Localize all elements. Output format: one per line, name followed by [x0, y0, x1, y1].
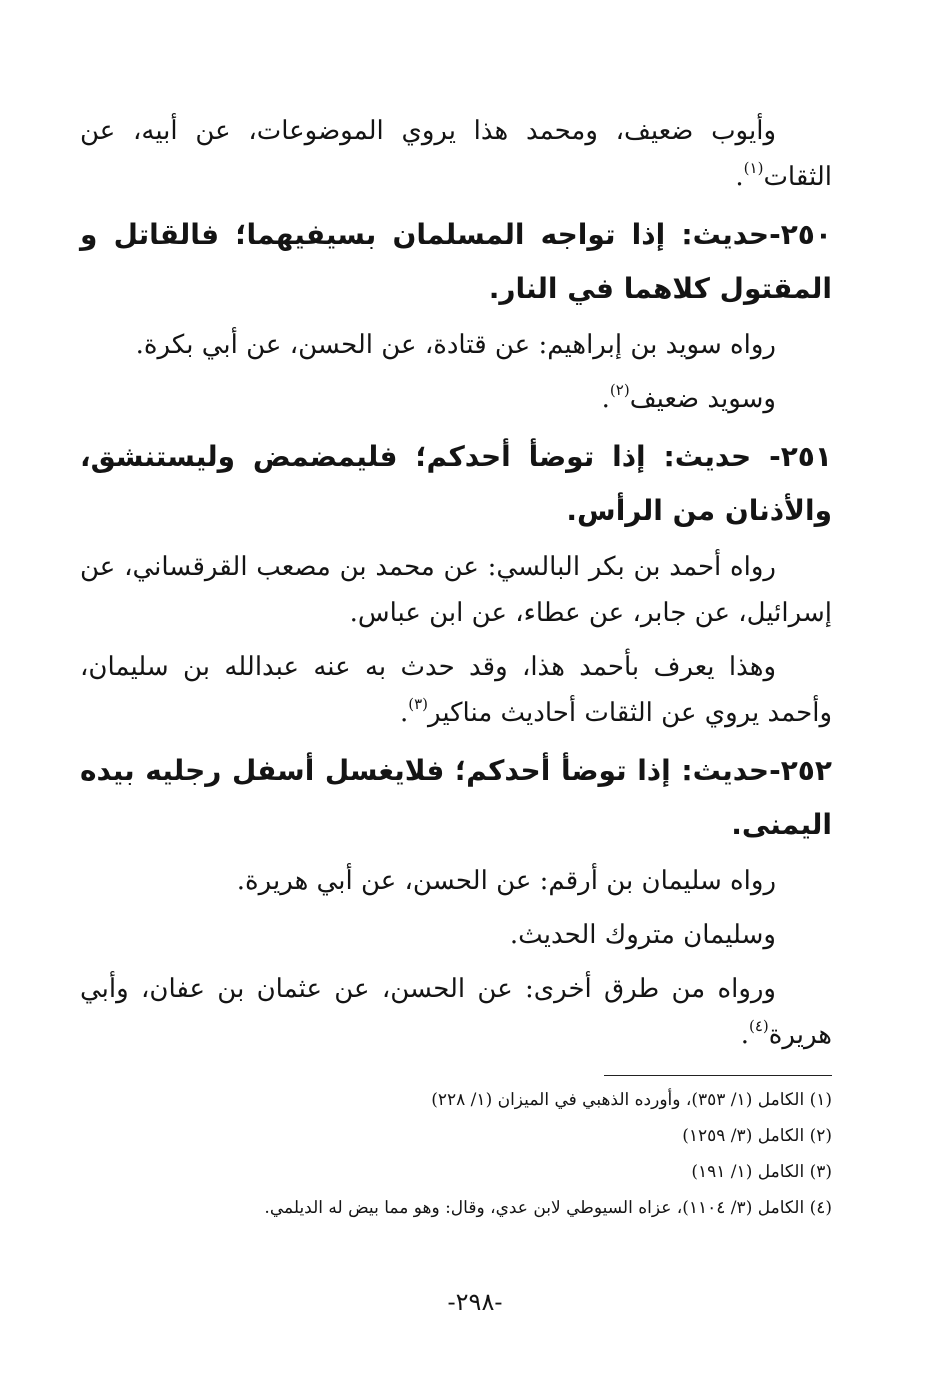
footnote-ref: (٣)	[408, 695, 428, 713]
footnote-ref: (٢)	[609, 381, 630, 399]
paragraph-sulaiman-chain: رواه سليمان بن أرقم: عن الحسن، عن أبي هريرة.	[236, 866, 776, 896]
paragraph-ahmad-note	[80, 644, 832, 736]
main-text	[80, 108, 832, 1066]
paragraph-text: ورواه من طرق أخرى: عن الحسن، عن عثمان بن عفان، وأبي هريرة	[80, 974, 832, 1050]
paragraph-suwaid-weak	[80, 376, 832, 422]
paragraph-end: .	[399, 698, 409, 728]
paragraph-end: .	[735, 162, 744, 192]
hadith-250-heading: ٢٥٠-حديث: إذا تواجه المسلمان بسيفيهما؛ فالقاتل و المقتول كلاهما في النار.	[80, 218, 832, 305]
paragraph-text: وأيوب ضعيف، ومحمد هذا يروي الموضوعات، عن أبيه، عن الثقات	[80, 116, 832, 192]
footnote-2: (٢) الكامل (٣/ ١٢٥٩)	[682, 1126, 832, 1146]
footnotes	[80, 1088, 832, 1232]
paragraph-ayyub	[80, 108, 832, 200]
footnote-ref: (٤)	[748, 1017, 769, 1035]
footnote-divider	[604, 1075, 832, 1076]
paragraph-suwaid-chain: رواه سويد بن إبراهيم: عن قتادة، عن الحسن، عن أبي بكرة.	[135, 330, 776, 360]
paragraph-end: .	[601, 384, 610, 414]
page-number: -٢٩٨-	[447, 1288, 503, 1316]
paragraph-text: وسويد ضعيف	[629, 384, 776, 414]
footnote-3: (٣) الكامل (١/ ١٩١)	[691, 1162, 832, 1182]
paragraph-sulaiman-matruk: وسليمان متروك الحديث.	[509, 920, 776, 950]
footnote-4: (٤) الكامل (٣/ ١١٠٤)، عزاه السيوطي لابن عدي، وقال: وهو مما بيض له الديلمي.	[264, 1198, 832, 1218]
paragraph-other-routes	[80, 966, 832, 1058]
paragraph-end: .	[740, 1020, 749, 1050]
paragraph-ahmad-chain: رواه أحمد بن بكر البالسي: عن محمد بن مصعب القرقساني، عن إسرائيل، عن جابر، عن عطاء، عن ابن عباس.	[80, 552, 832, 628]
footnote-1: (١) الكامل (١/ ٣٥٣)، وأورده الذهبي في الميزان (١/ ٢٢٨)	[431, 1090, 832, 1110]
hadith-251-heading: ٢٥١- حديث: إذا توضأ أحدكم؛ فليمضمض وليستنشق، والأذنان من الرأس.	[80, 440, 832, 527]
paragraph-text: وهذا يعرف بأحمد هذا، وقد حدث به عنه عبدالله بن سليمان، وأحمد يروي عن الثقات أحاديث مناكير	[80, 652, 832, 728]
footnote-ref: (١)	[743, 159, 764, 177]
hadith-252-heading: ٢٥٢-حديث: إذا توضأ أحدكم؛ فلايغسل أسفل رجليه بيده اليمنى.	[80, 754, 832, 841]
